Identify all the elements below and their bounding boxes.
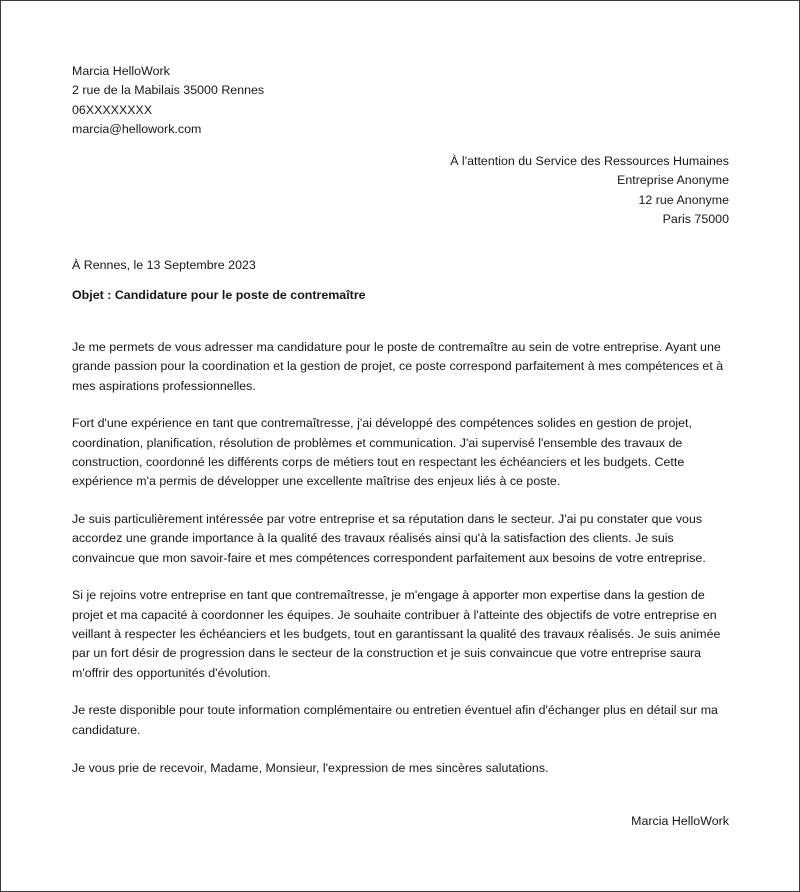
body-paragraph: Je vous prie de recevoir, Madame, Monsieur, l'expression de mes sincères salutations. <box>72 760 549 775</box>
sender-address-block <box>72 62 492 139</box>
letter-body <box>72 338 729 778</box>
recipient-street: 12 rue Anonyme <box>638 192 729 207</box>
sender-street: 2 rue de la Mabilais 35000 Rennes <box>72 83 265 98</box>
subject-line: Objet : Candidature pour le poste de contremaître <box>72 288 366 302</box>
recipient-attention: À l'attention du Service des Ressources Humaines <box>450 154 729 168</box>
body-paragraph: Fort d'une expérience en tant que contremaîtresse, j'ai développé des compétences solides en gestion de projet, coordination, planification, résolution de problèmes et communication. J'ai supervisé l'ensemble des travaux de construction, coordonné les différents corps de métiers tout en respectant les échéanciers et les budgets. Cette expérience m'a permis de développer une excellente maîtrise des enjeux liés à ce poste. <box>72 416 692 489</box>
sender-phone: 06XXXXXXXX <box>72 102 153 117</box>
body-paragraph: Je suis particulièrement intéressée par votre entreprise et sa réputation dans le secteur. J'ai pu constater que vous accordez une grande importance à la qualité des travaux réalisés ainsi qu'à la satisfaction des clients. Je suis convaincue que mon savoir-faire et mes compétences correspondent parfaitement aux besoins de votre entreprise. <box>72 512 706 565</box>
body-paragraph: Je me permets de vous adresser ma candidature pour le poste de contremaître au sein de votre entreprise. Ayant une grande passion pour la coordination et la gestion de projet, ce poste correspond parfaitement à mes compétences et à mes aspirations professionnelles. <box>72 340 724 393</box>
sender-email: marcia@hellowork.com <box>72 121 202 136</box>
recipient-address-block <box>269 152 729 229</box>
sender-name: Marcia HelloWork <box>72 64 170 78</box>
signature-name: Marcia HelloWork <box>631 814 729 828</box>
letter-content <box>72 1 729 892</box>
date-line: À Rennes, le 13 Septembre 2023 <box>72 258 256 272</box>
recipient-city: Paris 75000 <box>662 211 729 226</box>
body-paragraph: Je reste disponible pour toute information complémentaire ou entretien éventuel afin d'échanger plus en détail sur ma candidature. <box>72 703 718 737</box>
recipient-company: Entreprise Anonyme <box>617 173 729 188</box>
body-paragraph: Si je rejoins votre entreprise en tant que contremaîtresse, je m'engage à apporter mon expertise dans la gestion de projet et ma capacité à coordonner les équipes. Je souhaite contribuer à l'atteinte des objectifs de votre entreprise en veillant à respecter les échéanciers et les budgets, tout en garantissant la qualité des travaux réalisés. Je suis animée par un fort désir de progression dans le secteur de la construction et je suis convaincue que votre entreprise saura m'offrir des opportunités d'évolution. <box>72 588 721 680</box>
